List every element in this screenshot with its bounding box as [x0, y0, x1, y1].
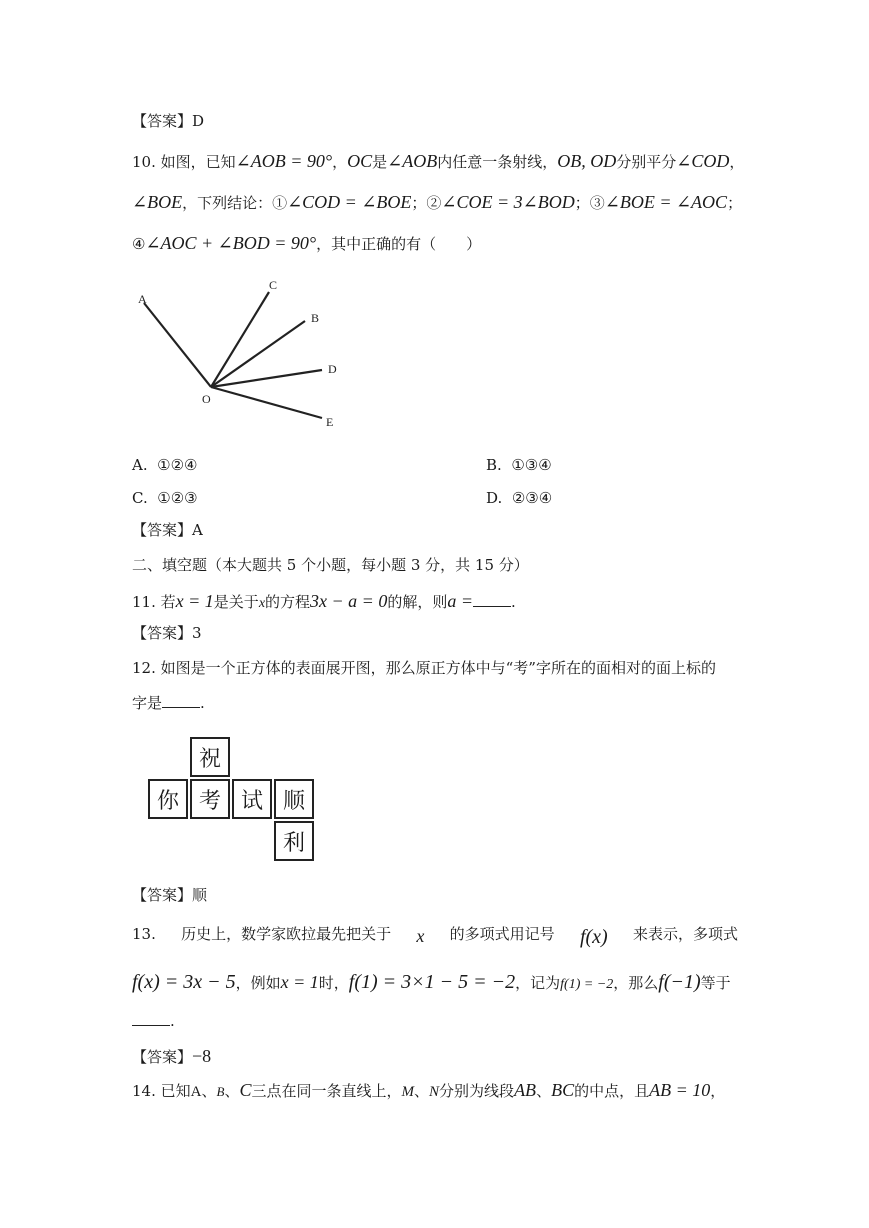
- net-cell-top: 祝: [190, 737, 230, 777]
- math: OC: [347, 151, 373, 171]
- text: 如图是一个正方体的表面展开图，那么原正方体中与“考”字所在的面相对的面上标的: [160, 659, 716, 677]
- math: ∠BOE = ∠AOC: [604, 192, 728, 212]
- text: 、: [224, 1082, 240, 1100]
- question-14: [132, 1081, 725, 1100]
- question-number: 10.: [132, 153, 156, 171]
- math: ∠BOE: [132, 192, 183, 212]
- text: 分别为线段: [439, 1082, 515, 1100]
- answer-blank[interactable]: [473, 594, 511, 607]
- math: OB, OD: [557, 151, 617, 171]
- ray-oa: [144, 303, 211, 387]
- answer-10: 【答案】A: [132, 521, 203, 539]
- label-a: A: [138, 292, 147, 306]
- math: f(1) = 3×1 − 5 = −2: [348, 971, 516, 993]
- math: f(x): [579, 926, 608, 948]
- angle-figure: [130, 275, 350, 440]
- math: x: [258, 596, 266, 611]
- text: ；②: [411, 194, 442, 212]
- label-d: D: [328, 362, 337, 376]
- label-c: C: [269, 278, 278, 292]
- math: A: [190, 1084, 202, 1100]
- text: 等于: [700, 974, 731, 992]
- math: 3x − a = 0: [310, 591, 388, 611]
- text: 字是: [132, 694, 163, 712]
- text: 若: [160, 593, 176, 611]
- text: ，其中正确的有（ ）: [316, 235, 482, 253]
- math: a =: [447, 591, 474, 611]
- answer-label: 【答案】: [132, 1048, 193, 1066]
- option-label: B.: [486, 456, 502, 474]
- text: 历史上，数学家欧拉最先把关于: [181, 925, 392, 943]
- label-o: O: [202, 392, 211, 406]
- text: 来表示，多项式: [632, 925, 738, 943]
- option-a[interactable]: [132, 456, 198, 474]
- text: 时，: [318, 974, 349, 992]
- text: ；: [727, 194, 743, 212]
- math: B: [216, 1084, 225, 1099]
- net-cell-row-4: 顺: [274, 779, 314, 819]
- question-11: [132, 592, 516, 611]
- question-13-line-3: [132, 1013, 175, 1029]
- text: ，: [332, 153, 348, 171]
- option-d[interactable]: [486, 489, 552, 507]
- answer-9: 【答案】D: [132, 112, 205, 130]
- question-10-line-3: [132, 234, 481, 252]
- answer-11: 【答案】3: [132, 624, 202, 642]
- ray-oc: [211, 292, 269, 387]
- math: C: [239, 1080, 252, 1100]
- text: .: [200, 694, 205, 712]
- question-13-line-1: [132, 927, 738, 947]
- question-number: 14.: [132, 1082, 156, 1100]
- question-number: 13.: [132, 925, 156, 943]
- answer-value: −8: [192, 1046, 212, 1066]
- option-label: A.: [132, 456, 148, 474]
- question-10-line-1: [132, 152, 744, 170]
- answer-12: 【答案】顺: [132, 886, 208, 904]
- question-12-line-2: [132, 695, 205, 711]
- math: ∠COE = 3∠BOD: [441, 192, 575, 212]
- option-value: ①②④: [157, 456, 198, 474]
- text: ，记为: [515, 974, 561, 992]
- math: ∠AOC + ∠BOD = 90°: [145, 233, 317, 253]
- text: 、: [201, 1082, 217, 1100]
- text: 已知: [160, 1082, 191, 1100]
- text: 内任意一条射线，: [437, 153, 558, 171]
- question-number: 12.: [132, 659, 156, 677]
- option-value: ①②③: [157, 489, 198, 507]
- math: ∠AOB: [387, 151, 438, 171]
- net-cell-row-2: 考: [190, 779, 230, 819]
- text: 的多项式用记号: [449, 925, 555, 943]
- question-13-line-2: [132, 972, 731, 992]
- math: BC: [551, 1080, 575, 1100]
- text: ，: [729, 153, 745, 171]
- question-10-line-2: [132, 193, 742, 211]
- label-b: B: [311, 311, 320, 325]
- option-b[interactable]: [486, 456, 552, 474]
- math: AB = 10: [649, 1080, 711, 1100]
- text: ，: [710, 1082, 726, 1100]
- text: .: [170, 1012, 175, 1030]
- math: AB: [514, 1080, 537, 1100]
- math: x: [416, 926, 425, 946]
- net-cell-bottom: 利: [274, 821, 314, 861]
- text: 、: [414, 1082, 430, 1100]
- math: N: [429, 1084, 440, 1100]
- math: ∠AOB = 90°: [235, 151, 333, 171]
- text: 是: [372, 153, 388, 171]
- text: 三点在同一条直线上，: [251, 1082, 402, 1100]
- math: f(1) = −2: [560, 977, 614, 992]
- net-cell-row-1: 你: [148, 779, 188, 819]
- math: f(x) = 3x − 5: [132, 971, 236, 993]
- text: 分别平分: [616, 153, 677, 171]
- option-value: ②③④: [511, 489, 553, 507]
- answer-blank[interactable]: [132, 1013, 170, 1026]
- ray-od: [211, 370, 322, 387]
- math: x = 1: [175, 591, 214, 611]
- net-cell-row-3: 试: [232, 779, 272, 819]
- ray-oe: [211, 387, 322, 418]
- question-12-line-1: [132, 661, 716, 676]
- label-e: E: [326, 415, 334, 429]
- text: ，那么: [613, 974, 659, 992]
- text: 、: [536, 1082, 552, 1100]
- option-label: D.: [486, 489, 503, 507]
- text: ；③: [574, 194, 605, 212]
- section-2-title: 二、填空题（本大题共 5 个小题，每小题 3 分，共 15 分）: [132, 556, 529, 574]
- option-label: C.: [132, 489, 148, 507]
- text: 的解，则: [387, 593, 448, 611]
- math: ∠COD: [676, 151, 730, 171]
- ray-ob: [211, 321, 305, 387]
- text: 如图，已知: [160, 153, 236, 171]
- text: 的中点，且: [574, 1082, 650, 1100]
- option-value: ①③④: [511, 456, 552, 474]
- question-number: 11.: [132, 593, 156, 611]
- math: M: [401, 1084, 415, 1100]
- math: ∠COD = ∠BOE: [287, 192, 412, 212]
- answer-blank[interactable]: [162, 695, 200, 708]
- text: 是关于: [213, 593, 259, 611]
- text: ，下列结论：①: [182, 194, 288, 212]
- text: ④: [132, 235, 146, 253]
- text: .: [511, 593, 516, 611]
- answer-13: [132, 1047, 211, 1065]
- option-c[interactable]: [132, 489, 198, 507]
- math: x = 1: [280, 972, 319, 992]
- math: f(−1): [658, 971, 701, 993]
- text: 的方程: [265, 593, 311, 611]
- text: ，例如: [235, 974, 281, 992]
